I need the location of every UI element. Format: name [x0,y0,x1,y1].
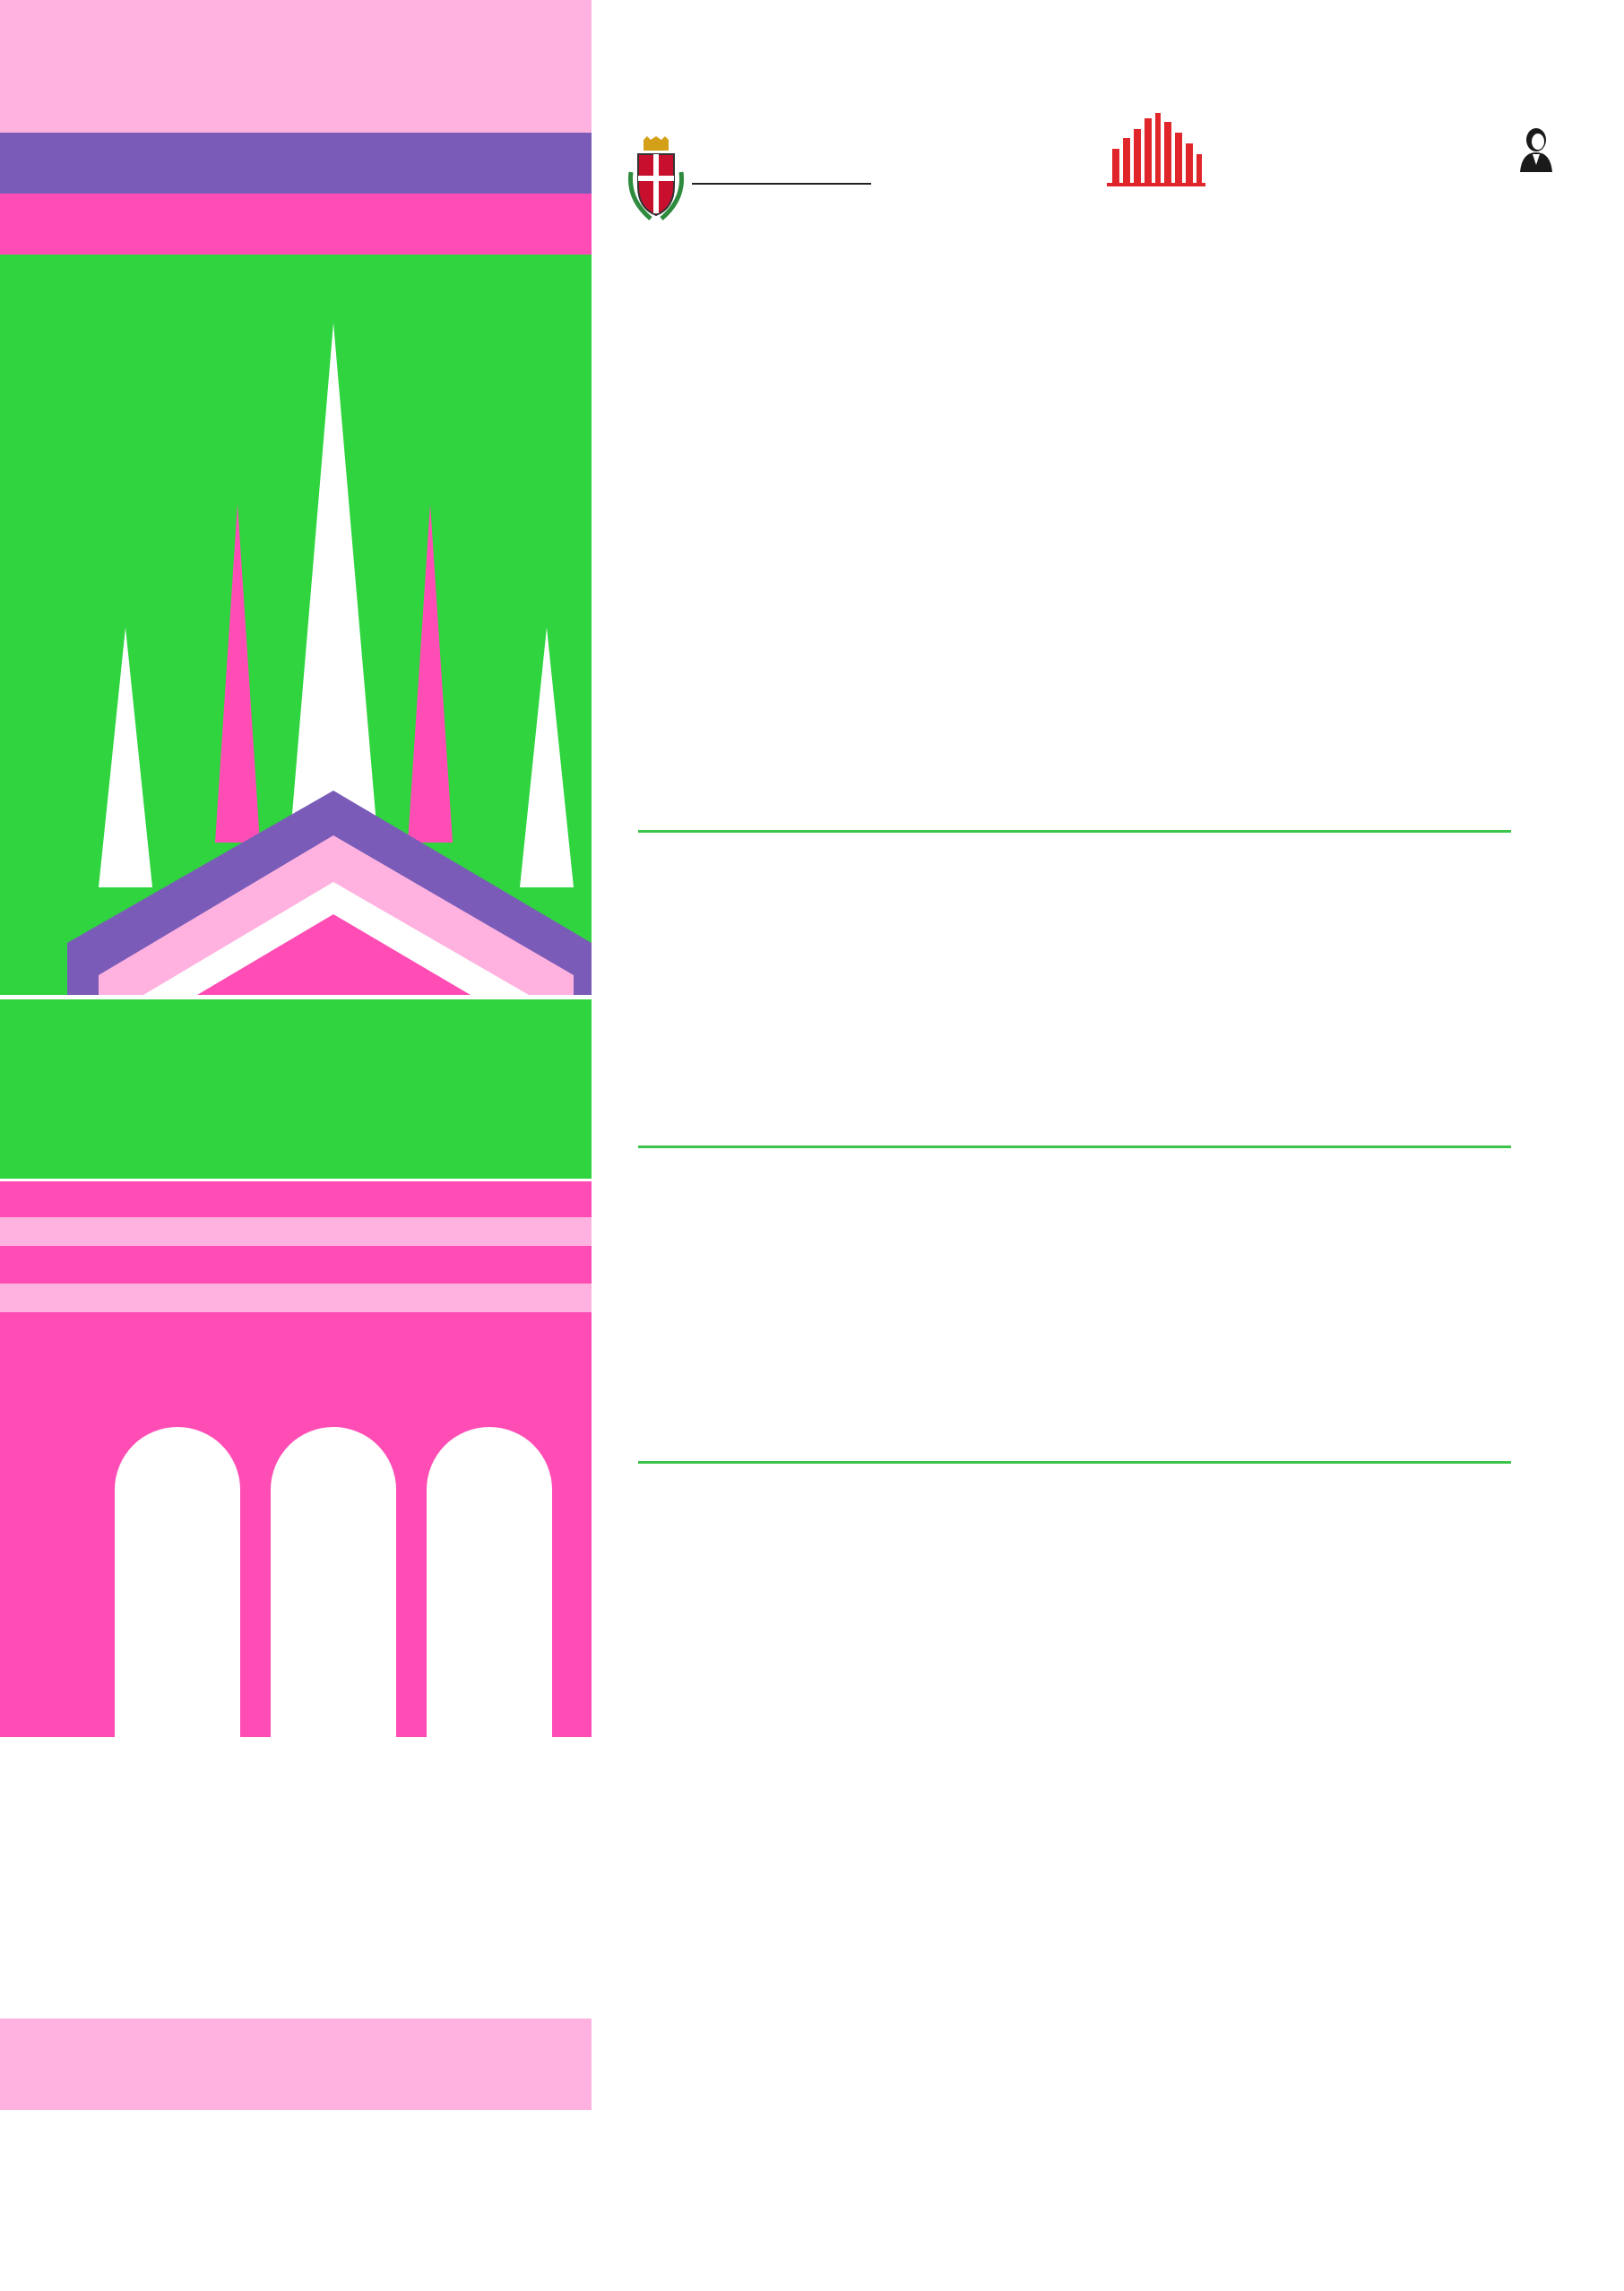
circles-band [0,2019,592,2110]
mid-stripe-light-1 [0,1217,592,1246]
event-divider [638,1146,1511,1148]
stripe-purple [0,133,592,194]
mid-stripe-light-2 [0,1284,592,1312]
bookcity-logo [1075,109,1237,244]
event-2 [638,868,1534,871]
event-1 [638,558,1534,561]
biblioteca-logo [1434,125,1586,233]
arch-right [427,1427,552,1737]
arch-left [115,1427,240,1737]
event-divider [638,1461,1511,1464]
mid-stripe-pink-2 [0,1246,592,1284]
stripe-light-pink [0,0,592,133]
dots-band [0,999,592,1179]
mid-stripe-pink-1 [0,1181,592,1217]
event-3 [638,1183,1534,1187]
stripe-pink [0,194,592,255]
bookcity-skyline-icon [1107,113,1205,186]
pioltello-rule [692,183,871,185]
event-divider [638,830,1511,833]
pioltello-logo [627,136,896,226]
event-4 [638,1502,1534,1506]
manzoni-portrait-icon [1516,125,1556,172]
coat-of-arms-icon [627,136,685,222]
arch-center [271,1427,396,1737]
